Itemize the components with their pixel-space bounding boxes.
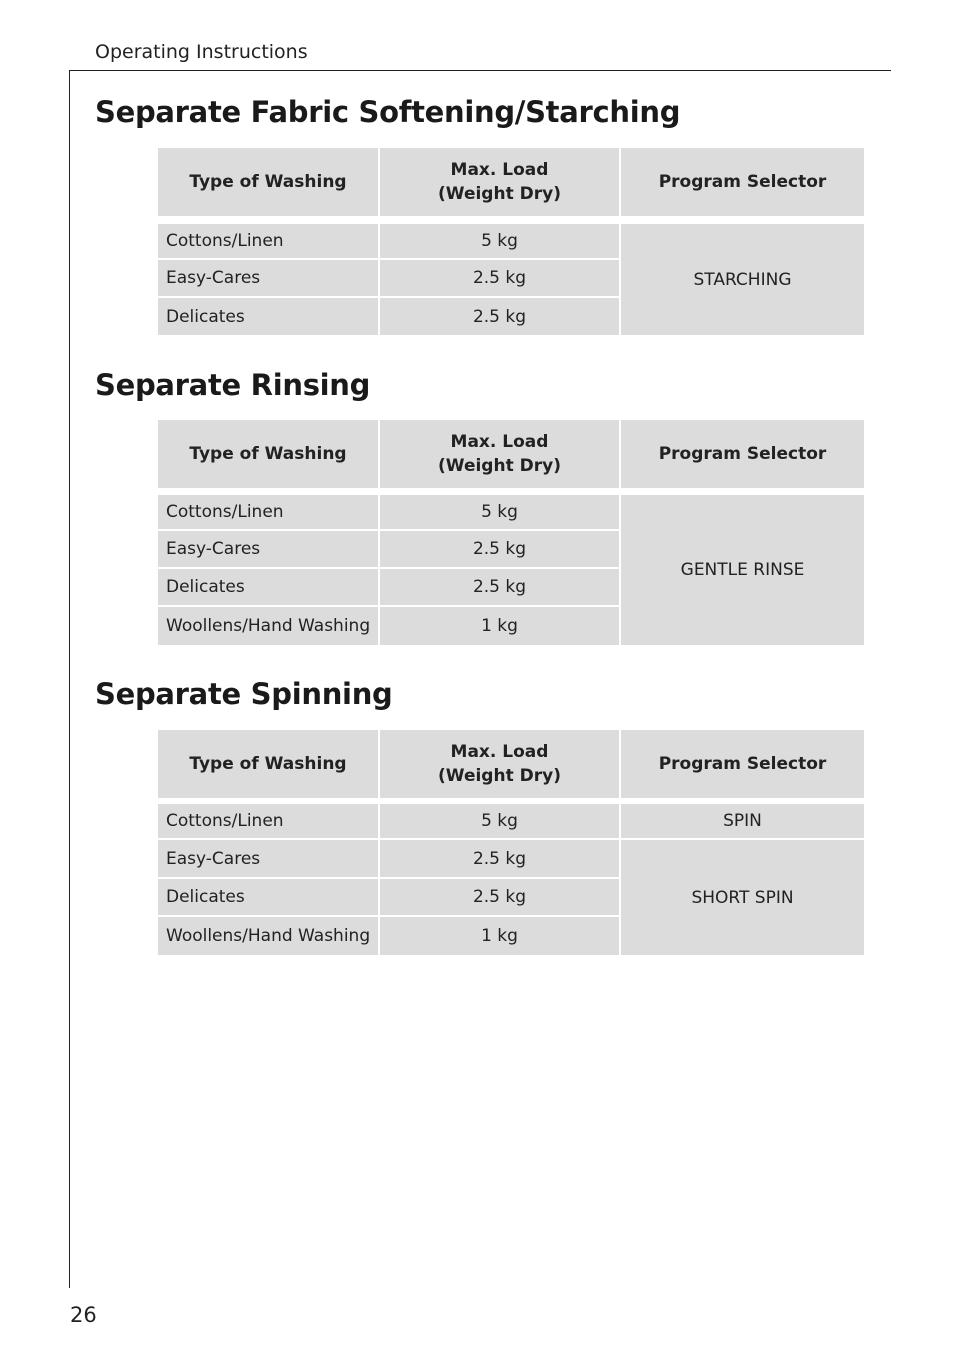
table-row-load: 2.5 kg — [380, 840, 619, 877]
section-title-spinning: Separate Spinning — [95, 677, 393, 711]
table-row-load: 2.5 kg — [380, 298, 619, 335]
table-row-type: Cottons/Linen — [158, 804, 378, 838]
table-starching — [158, 148, 864, 335]
table-row-type: Woollens/Hand Washing — [158, 917, 378, 955]
column-header-program: Program Selector — [621, 148, 864, 216]
column-header-load-line1: Max. Load — [450, 432, 549, 452]
header-rule — [69, 70, 891, 71]
program-selector-cell: SHORT SPIN — [621, 840, 864, 955]
column-header-program: Program Selector — [621, 420, 864, 488]
table-row-type: Easy-Cares — [158, 840, 378, 877]
table-row-load: 5 kg — [380, 804, 619, 838]
table-spinning — [158, 730, 864, 955]
table-row-load: 2.5 kg — [380, 569, 619, 605]
section-title-starching: Separate Fabric Softening/Starching — [95, 95, 681, 129]
table-row-load: 1 kg — [380, 607, 619, 645]
table-row-type: Delicates — [158, 879, 378, 915]
column-header-load-line1: Max. Load — [450, 160, 549, 180]
table-row-type: Woollens/Hand Washing — [158, 607, 378, 645]
table-row-load: 5 kg — [380, 224, 619, 258]
table-row-load: 1 kg — [380, 917, 619, 955]
table-row-load: 2.5 kg — [380, 260, 619, 296]
program-selector-cell: STARCHING — [621, 224, 864, 335]
column-header-type: Type of Washing — [158, 420, 378, 488]
column-header-load — [380, 420, 619, 488]
column-header-type: Type of Washing — [158, 148, 378, 216]
column-header-program: Program Selector — [621, 730, 864, 798]
column-header-load — [380, 148, 619, 216]
program-selector-cell: GENTLE RINSE — [621, 495, 864, 645]
column-header-load-line2: (Weight Dry) — [438, 456, 561, 476]
program-selector-cell: SPIN — [621, 804, 864, 838]
table-row-type: Delicates — [158, 569, 378, 605]
table-row-type: Cottons/Linen — [158, 224, 378, 258]
column-header-load-line1: Max. Load — [450, 742, 549, 762]
table-row-load: 2.5 kg — [380, 879, 619, 915]
table-row-load: 2.5 kg — [380, 531, 619, 567]
column-header-load — [380, 730, 619, 798]
section-title-rinsing: Separate Rinsing — [95, 368, 371, 402]
table-rinsing — [158, 420, 864, 645]
side-rule — [69, 70, 70, 1288]
table-row-type: Cottons/Linen — [158, 495, 378, 529]
column-header-load-line2: (Weight Dry) — [438, 766, 561, 786]
table-row-load: 5 kg — [380, 495, 619, 529]
table-row-type: Easy-Cares — [158, 531, 378, 567]
table-row-type: Delicates — [158, 298, 378, 335]
table-row-type: Easy-Cares — [158, 260, 378, 296]
column-header-type: Type of Washing — [158, 730, 378, 798]
page-number: 26 — [70, 1303, 97, 1327]
header-title: Operating Instructions — [95, 41, 308, 63]
column-header-load-line2: (Weight Dry) — [438, 184, 561, 204]
